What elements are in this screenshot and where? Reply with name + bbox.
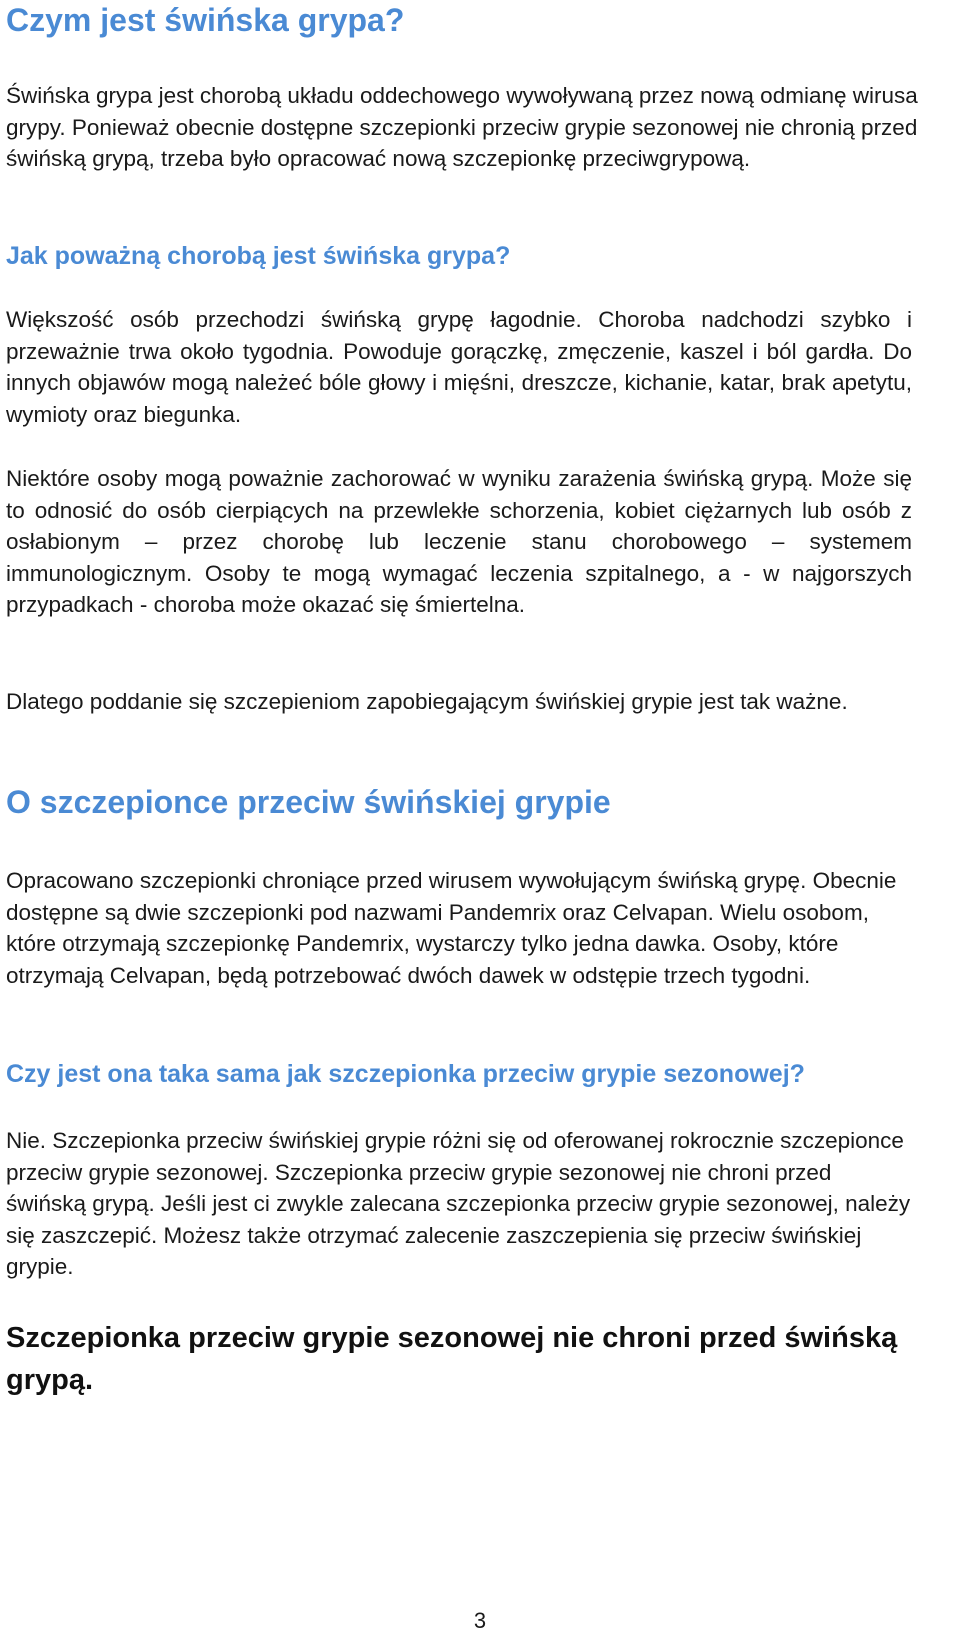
paragraph-definition: Świńska grypa jest chorobą układu oddechowego wywoływaną przez nową odmianę wirusa grypy. Ponieważ obecnie dostępne szczepionki przeciw grypie sezonowej nie chronią przed świńską grypą, trzeba było opracować nową szczepionkę przeciwgrypową. bbox=[6, 83, 918, 171]
paragraph-vaccines-available: Opracowano szczepionki chroniące przed wirusem wywołującym świńską grypę. Obecnie dostępne są dwie szczepionki pod nazwami Pandemrix oraz Celvapan. Wielu osobom, które otrzymają szczepionkę Pandemrix, wystarczy tylko jedna dawka. Osoby, które otrzymają Celvapan, będą potrzebować dwóch dawek w odstępie trzech tygodni. bbox=[6, 868, 897, 988]
paragraph-risk-groups: Niektóre osoby mogą poważnie zachorować w wyniku zarażenia świńską grypą. Może się to odnosić do osób cierpiących na przewlekłe schorzenia, kobiet ciężarnych lub osób z osłabionym – przez chorobę lub leczenie stanu chorobowego – systemem immunologicznym. Osoby te mogą wymagać leczenia szpitalnego, a - w najgorszych przypadkach - choroba może okazać się śmiertelna. bbox=[6, 466, 912, 617]
heading-about-vaccine: O szczepionce przeciw świńskiej grypie bbox=[6, 784, 611, 820]
page-number: 3 bbox=[473, 1608, 487, 1633]
paragraph-importance: Dlatego poddanie się szczepieniom zapobiegającym świńskiej grypie jest tak ważne. bbox=[6, 689, 848, 714]
heading-seasonal-does-not-protect: Szczepionka przeciw grypie sezonowej nie chroni przed świńską grypą. bbox=[6, 1322, 898, 1396]
heading-what-is-swine-flu: Czym jest świńska grypa? bbox=[6, 2, 405, 38]
heading-how-serious: Jak poważną chorobą jest świńska grypa? bbox=[6, 242, 511, 270]
paragraph-difference: Nie. Szczepionka przeciw świńskiej grypie różni się od oferowanej rokrocznie szczepionce przeciw grypie sezonowej. Szczepionka przeciw grypie sezonowej nie chroni przed świńską grypą. Jeśli jest ci zwykle zalecana szczepionka przeciw grypie sezonowej, należy się zaszczepić. Możesz także otrzymać zalecenie zaszczepienia się przeciw świńskiej grypie. bbox=[6, 1128, 911, 1279]
paragraph-symptoms: Większość osób przechodzi świńską grypę łagodnie. Choroba nadchodzi szybko i przeważnie trwa około tygodnia. Powoduje gorączkę, zmęczenie, kaszel i ból gardła. Do innych objawów mogą należeć bóle głowy i mięśni, dreszcze, kichanie, katar, brak apetytu, wymioty oraz biegunka. bbox=[6, 307, 912, 427]
heading-same-as-seasonal: Czy jest ona taka sama jak szczepionka przeciw grypie sezonowej? bbox=[6, 1060, 805, 1088]
